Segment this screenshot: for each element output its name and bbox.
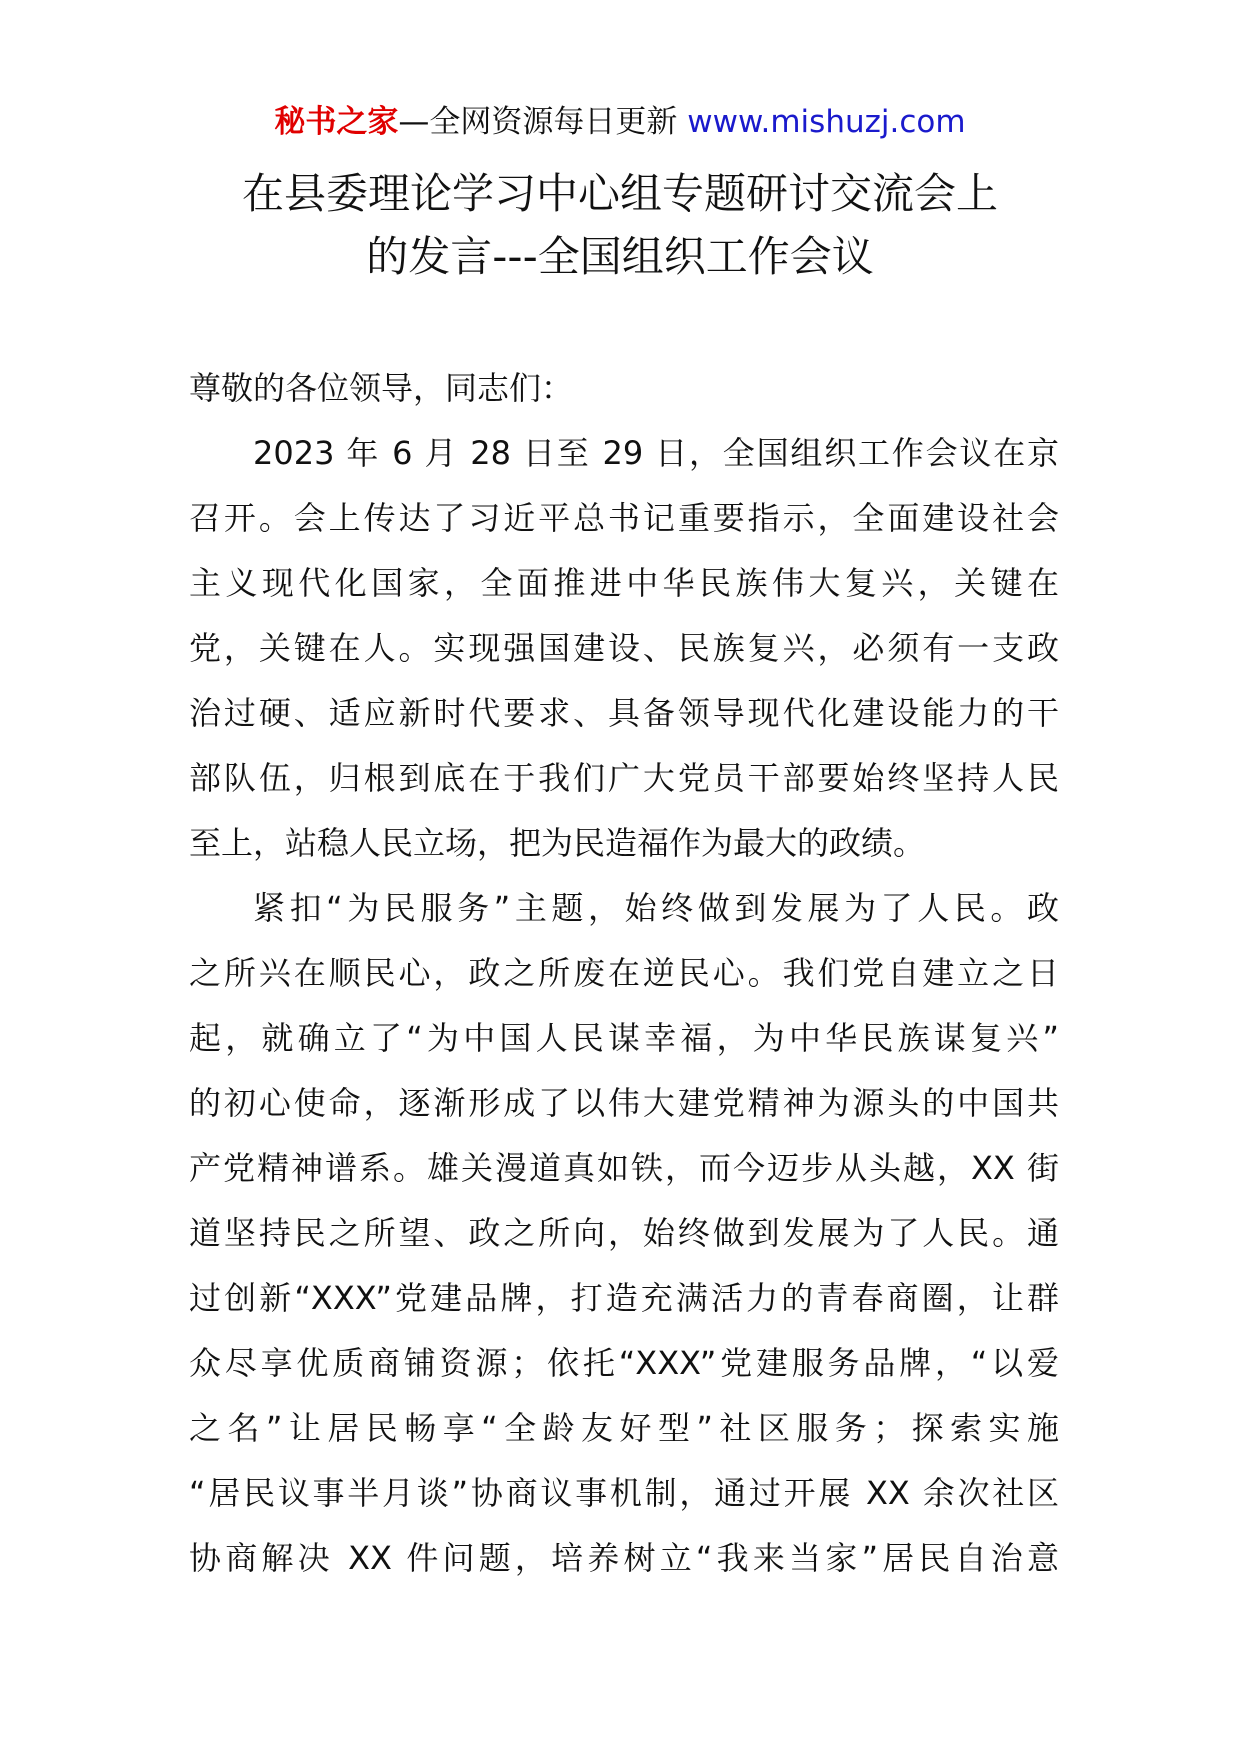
paragraph-line: 党，关键在人。实现强国建设、民族复兴，必须有一支政 bbox=[189, 629, 1059, 667]
paragraph-line: 之所兴在顺民心，政之所废在逆民心。我们党自建立之日 bbox=[189, 954, 1059, 992]
paragraph-line: 召开。会上传达了习近平总书记重要指示，全面建设社会 bbox=[189, 499, 1059, 537]
paragraph-line: 之名”让居民畅享“全龄友好型”社区服务；探索实施 bbox=[189, 1409, 1059, 1447]
paragraph-1 bbox=[189, 421, 1059, 876]
title-line-2: 的发言---全国组织工作会议 bbox=[366, 232, 874, 281]
paragraph-2 bbox=[189, 876, 1059, 1591]
paragraph-line: 紧扣“为民服务”主题，始终做到发展为了人民。政 bbox=[253, 889, 1059, 927]
paragraph-line: 至上，站稳人民立场，把为民造福作为最大的政绩。 bbox=[189, 824, 926, 862]
paragraph-line: 起，就确立了“为中国人民谋幸福，为中华民族谋复兴” bbox=[189, 1019, 1059, 1057]
paragraph-line: “居民议事半月谈”协商议事机制，通过开展 XX 余次社区 bbox=[189, 1474, 1059, 1512]
greeting: 尊敬的各位领导，同志们： bbox=[189, 369, 574, 407]
title-line-1: 在县委理论学习中心组专题研讨交流会上 bbox=[241, 169, 998, 218]
paragraph-line: 过创新“XXX”党建品牌，打造充满活力的青春商圈，让群 bbox=[189, 1279, 1059, 1317]
brand-name: 秘书之家 bbox=[274, 104, 399, 140]
header-tagline: —全网资源每日更新 bbox=[398, 104, 678, 140]
paragraph-line: 2023 年 6 月 28 日至 29 日，全国组织工作会议在京 bbox=[253, 434, 1059, 472]
document-body bbox=[189, 356, 1059, 1591]
paragraph-line: 协商解决 XX 件问题，培养树立“我来当家”居民自治意 bbox=[189, 1539, 1059, 1577]
site-url-link[interactable]: www.mishuzj.com bbox=[687, 104, 966, 140]
site-header bbox=[0, 100, 1240, 144]
document-title bbox=[160, 162, 1080, 288]
paragraph-line: 部队伍，归根到底在于我们广大党员干部要始终坚持人民 bbox=[189, 759, 1059, 797]
paragraph-line: 治过硬、适应新时代要求、具备领导现代化建设能力的干 bbox=[189, 694, 1059, 732]
paragraph-line: 主义现代化国家，全面推进中华民族伟大复兴，关键在 bbox=[189, 564, 1059, 602]
paragraph-line: 道坚持民之所望、政之所向，始终做到发展为了人民。通 bbox=[189, 1214, 1059, 1252]
paragraph-line: 的初心使命，逐渐形成了以伟大建党精神为源头的中国共 bbox=[189, 1084, 1059, 1122]
paragraph-line: 产党精神谱系。雄关漫道真如铁，而今迈步从头越，XX 街 bbox=[189, 1149, 1059, 1187]
paragraph-line: 众尽享优质商铺资源；依托“XXX”党建服务品牌，“以爱 bbox=[189, 1344, 1059, 1382]
